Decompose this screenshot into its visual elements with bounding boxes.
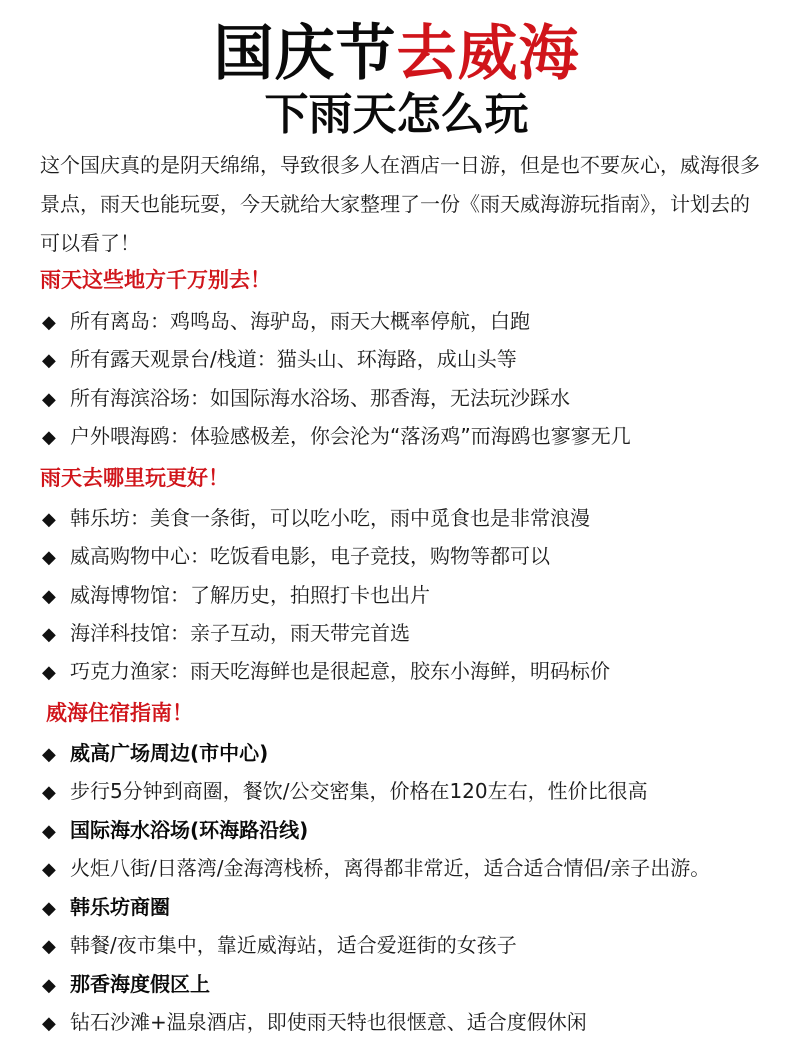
diamond-bullet-icon: ◆ bbox=[42, 859, 56, 880]
diamond-bullet-icon: ◆ bbox=[42, 662, 56, 683]
lodging-area-desc: ◆ 步行5分钟到商圈，餐饮/公交密集，价格在120左右，性价比很高 bbox=[42, 776, 648, 808]
lodging-area-title: ◆ 韩乐坊商圈 bbox=[42, 892, 170, 924]
list-item: ◆ 威高购物中心：吃饭看电影，电子竞技，购物等都可以 bbox=[42, 541, 550, 573]
list-item: ◆ 海洋科技馆：亲子互动，雨天带完首选 bbox=[42, 618, 410, 650]
diamond-bullet-icon: ◆ bbox=[42, 1013, 56, 1034]
list-item: ◆ 威海博物馆：了解历史，拍照打卡也出片 bbox=[42, 580, 430, 612]
intro-paragraph: 这个国庆真的是阴天绵绵，导致很多人在酒店一日游，但是也不要灰心，威海很多景点，雨天也能玩耍，今天就给大家整理了一份《雨天威海游玩指南》，计划去的可以看了！ bbox=[40, 153, 760, 255]
lodging-area-title: ◆ 那香海度假区上 bbox=[42, 969, 210, 1001]
list-item: ◆ 户外喂海鸥：体验感极差，你会沦为“落汤鸡”而海鸥也寥寥无几 bbox=[42, 421, 631, 453]
diamond-bullet-icon: ◆ bbox=[42, 586, 56, 607]
section-heading-recommend: 雨天去哪里玩更好！ bbox=[40, 466, 229, 490]
page-title bbox=[0, 14, 793, 94]
diamond-bullet-icon: ◆ bbox=[42, 624, 56, 645]
diamond-bullet-icon: ◆ bbox=[42, 936, 56, 957]
diamond-bullet-icon: ◆ bbox=[42, 547, 56, 568]
lodging-area-desc: ◆ 火炬八街/日落湾/金海湾栈桥，离得都非常近，适合适合情侣/亲子出游。 bbox=[42, 853, 710, 885]
section-heading-lodging: 威海住宿指南！ bbox=[46, 701, 193, 725]
diamond-bullet-icon: ◆ bbox=[42, 509, 56, 530]
lodging-area-desc: ◆ 韩餐/夜市集中，靠近威海站，适合爱逛街的女孩子 bbox=[42, 930, 517, 962]
diamond-bullet-icon: ◆ bbox=[42, 744, 56, 765]
diamond-bullet-icon: ◆ bbox=[42, 782, 56, 803]
diamond-bullet-icon: ◆ bbox=[42, 898, 56, 919]
list-item: ◆ 所有露天观景台/栈道：猫头山、环海路，成山头等 bbox=[42, 344, 517, 376]
list-item: ◆ 所有离岛：鸡鸣岛、海驴岛，雨天大概率停航，白跑 bbox=[42, 306, 530, 338]
diamond-bullet-icon: ◆ bbox=[42, 427, 56, 448]
list-item: ◆ 巧克力渔家：雨天吃海鲜也是很起意，胶东小海鲜，明码标价 bbox=[42, 656, 610, 688]
diamond-bullet-icon: ◆ bbox=[42, 350, 56, 371]
diamond-bullet-icon: ◆ bbox=[42, 312, 56, 333]
lodging-area-desc: ◆ 钻石沙滩+温泉酒店，即使雨天特也很惬意、适合度假休闲 bbox=[42, 1007, 587, 1039]
list-item: ◆ 所有海滨浴场：如国际海水浴场、那香海，无法玩沙踩水 bbox=[42, 383, 570, 415]
lodging-area-title: ◆ 国际海水浴场(环海路沿线) bbox=[42, 815, 308, 847]
section-heading-avoid: 雨天这些地方千万别去！ bbox=[40, 268, 271, 292]
diamond-bullet-icon: ◆ bbox=[42, 975, 56, 996]
title-red-part: 去威海 bbox=[396, 19, 580, 89]
diamond-bullet-icon: ◆ bbox=[42, 821, 56, 842]
diamond-bullet-icon: ◆ bbox=[42, 389, 56, 410]
page-subtitle: 下雨天怎么玩 bbox=[264, 89, 529, 140]
lodging-area-title: ◆ 威高广场周边(市中心) bbox=[42, 738, 268, 770]
list-item: ◆ 韩乐坊：美食一条街，可以吃小吃，雨中觅食也是非常浪漫 bbox=[42, 503, 590, 535]
title-black-part: 国庆节 bbox=[213, 19, 397, 89]
